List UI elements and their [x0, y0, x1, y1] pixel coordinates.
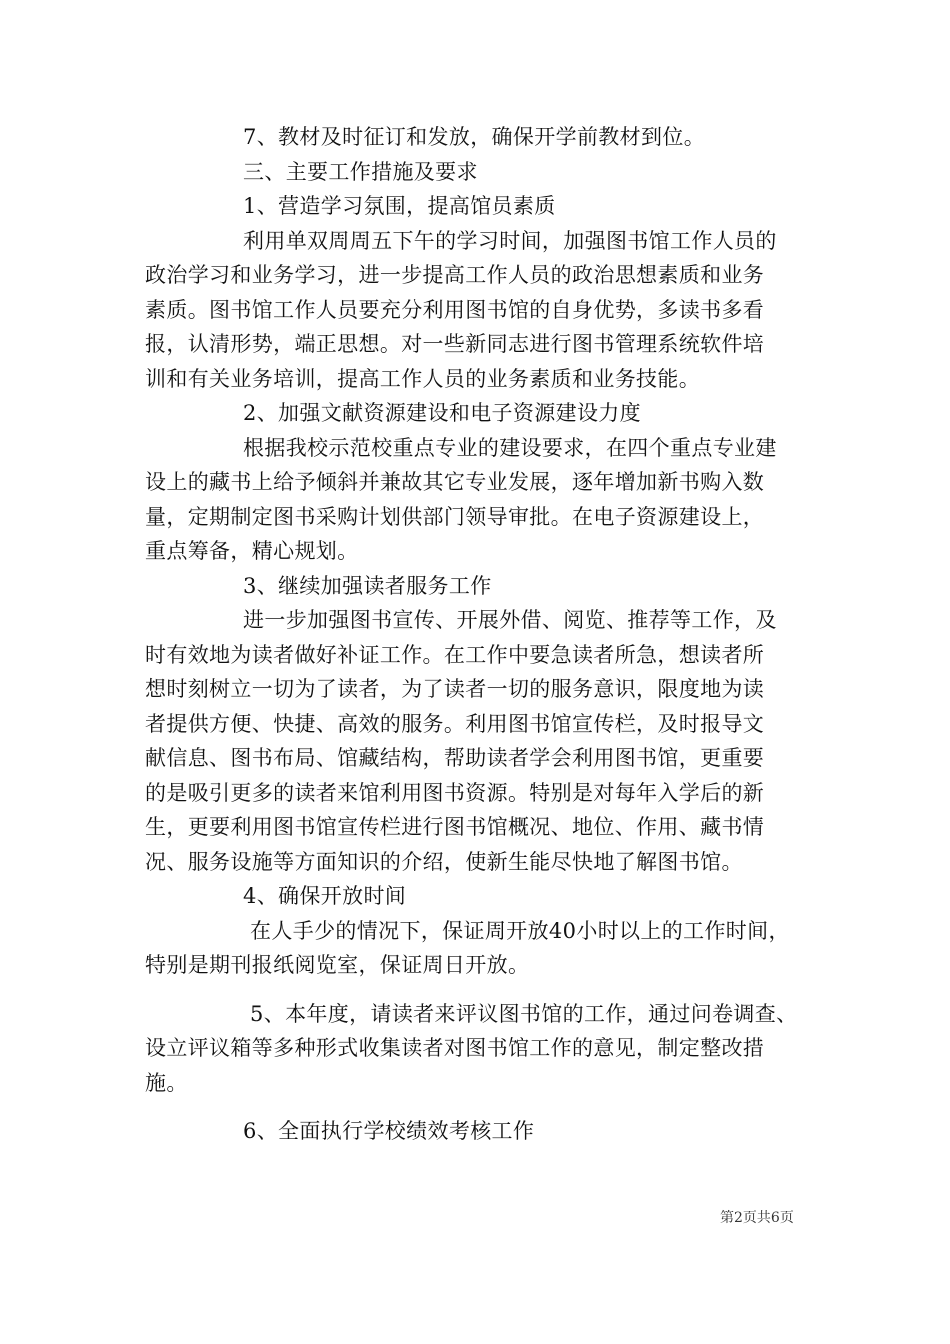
paragraph-line: 况、服务设施等方面知识的介绍，使新生能尽快地了解图书馆。 — [145, 849, 743, 874]
document-body — [145, 120, 817, 1149]
subsection-heading: 2、加强文献资源建设和电子资源建设力度 — [243, 401, 642, 425]
paragraph-line: 7、教材及时征订和发放，确保开学前教材到位。 — [243, 125, 706, 149]
paragraph-line: 素质。图书馆工作人员要充分利用图书馆的自身优势，多读书多看 — [145, 297, 765, 322]
subsection-heading: 6、全面执行学校绩效考核工作 — [243, 1119, 535, 1143]
subsection-heading: 3、继续加强读者服务工作 — [243, 573, 492, 598]
paragraph-line: 重点筹备，精心规划。 — [145, 539, 359, 563]
paragraph-line: 生，更要利用图书馆宣传栏进行图书馆概况、地位、作用、藏书情 — [145, 815, 765, 839]
paragraph-line: 的是吸引更多的读者来馆利用图书资源。特别是对每年入学后的新 — [145, 780, 765, 805]
subsection-heading: 1、营造学习氛围，提高馆员素质 — [243, 194, 556, 218]
paragraph-line: 政治学习和业务学习，进一步提高工作人员的政治思想素质和业务 — [145, 263, 765, 287]
paragraph-line: 时有效地为读者做好补证工作。在工作中要急读者所急，想读者所 — [145, 642, 765, 667]
paragraph-line: 训和有关业务培训，提高工作人员的业务素质和业务技能。 — [145, 366, 701, 391]
paragraph-spacer — [145, 1100, 817, 1114]
subsection-heading: 4、确保开放时间 — [243, 884, 407, 908]
paragraph-line: 利用单双周周五下午的学习时间，加强图书馆工作人员的 — [243, 228, 777, 253]
page-number-footer: 第2页共6页 — [720, 1210, 794, 1226]
paragraph-line: 者提供方便、快捷、高效的服务。利用图书馆宣传栏，及时报导文 — [145, 711, 765, 736]
paragraph-spacer — [145, 983, 817, 997]
paragraph-line: 特别是期刊报纸阅览室，保证周日开放。 — [145, 953, 530, 977]
paragraph-line: 献信息、图书布局、馆藏结构，帮助读者学会利用图书馆，更重要 — [145, 746, 765, 770]
paragraph-line: 设上的藏书上给予倾斜并兼故其它专业发展，逐年增加新书购入数 — [145, 470, 765, 494]
paragraph-line: 想时刻树立一切为了读者，为了读者一切的服务意识，限度地为读 — [145, 677, 765, 701]
paragraph-line: 进一步加强图书宣传、开展外借、阅览、推荐等工作，及 — [243, 608, 777, 632]
paragraph-line: 5、本年度，请读者来评议图书馆的工作，通过问卷调查、 — [243, 1001, 798, 1026]
paragraph-line: 根据我校示范校重点专业的建设要求，在四个重点专业建 — [243, 435, 777, 460]
paragraph-line: 报，认清形势，端正思想。对一些新同志进行图书管理系统软件培 — [145, 332, 765, 356]
paragraph-line: 量，定期制定图书采购计划供部门领导审批。在电子资源建设上， — [145, 504, 765, 529]
section-heading: 三、主要工作措施及要求 — [243, 159, 478, 184]
paragraph-line: 施。 — [145, 1070, 188, 1095]
paragraph-line: 设立评议箱等多种形式收集读者对图书馆工作的意见，制定整改措 — [145, 1036, 765, 1060]
paragraph-line: 在人手少的情况下，保证周开放40小时以上的工作时间， — [243, 918, 790, 943]
